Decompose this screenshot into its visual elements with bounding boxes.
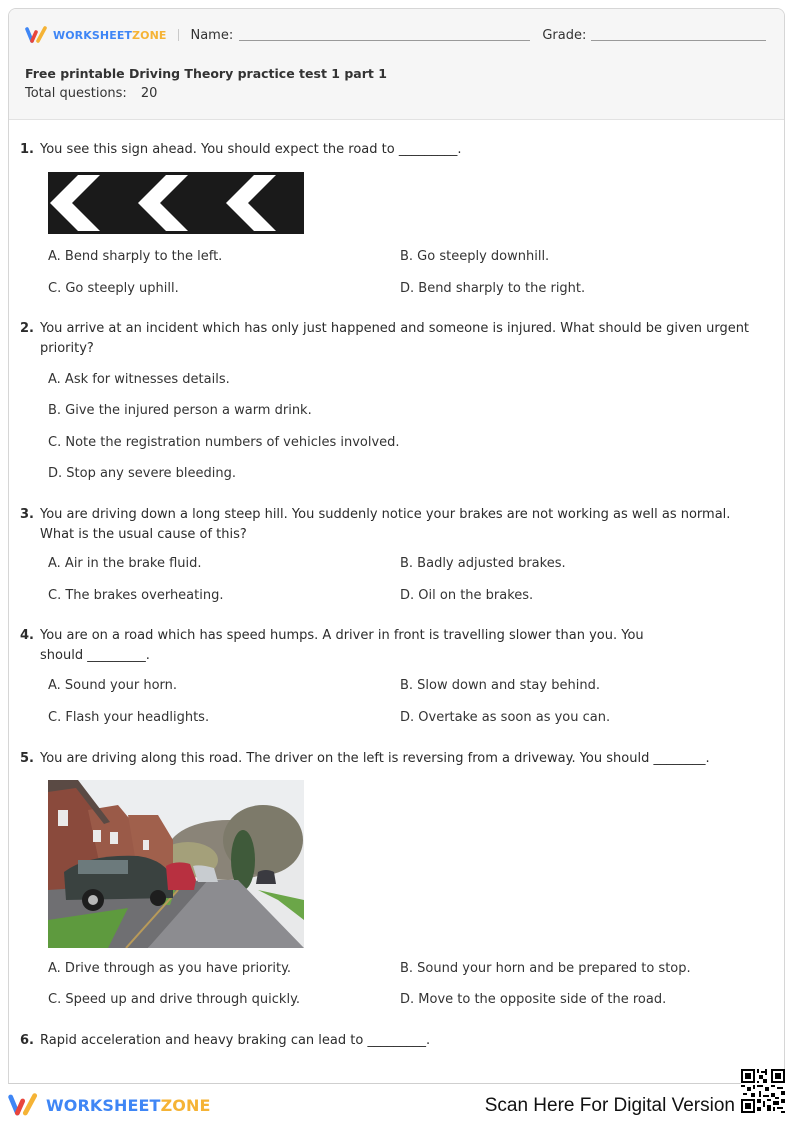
header-divider <box>178 29 179 41</box>
option-d[interactable]: D. Bend sharply to the right. <box>400 281 586 296</box>
question-4 <box>20 626 760 666</box>
option-d[interactable]: D. Oil on the brakes. <box>400 588 534 603</box>
option-b[interactable]: B. Slow down and stay behind. <box>400 678 600 693</box>
question-text: You see this sign ahead. You should expect the road to _________. <box>40 142 462 157</box>
question-2 <box>20 319 760 359</box>
option-b[interactable]: B. Give the injured person a warm drink. <box>48 403 312 418</box>
question-text: You arrive at an incident which has only just happened and someone is injured. What should be given urgent priority? <box>40 321 750 356</box>
scan-text: Scan Here For Digital Version <box>484 1095 735 1116</box>
question-text: Rapid acceleration and heavy braking can lead to _________. <box>40 1033 431 1048</box>
option-a[interactable]: A. Air in the brake fluid. <box>48 556 202 571</box>
total-questions-label: Total questions: <box>25 86 127 101</box>
option-d[interactable]: D. Overtake as soon as you can. <box>400 710 611 725</box>
question-1 <box>20 140 760 160</box>
question-number: 3. <box>20 507 34 522</box>
worksheetzone-logo[interactable] <box>25 26 167 44</box>
worksheet-title: Free printable Driving Theory practice test 1 part 1 <box>25 66 387 81</box>
name-label: Name: <box>190 27 234 43</box>
question-number: 6. <box>20 1033 34 1048</box>
footer-logo-text: WORKSHEETZONE <box>46 1095 211 1115</box>
option-b[interactable]: B. Badly adjusted brakes. <box>400 556 566 571</box>
total-questions <box>25 86 157 101</box>
street-photo <box>48 780 304 948</box>
option-c[interactable]: C. Note the registration numbers of vehicles involved. <box>48 435 400 450</box>
name-field[interactable] <box>239 40 530 41</box>
option-b[interactable]: B. Sound your horn and be prepared to stop. <box>400 961 691 976</box>
logo-mark-icon <box>25 26 49 44</box>
question-number: 5. <box>20 751 34 766</box>
chevron-sign-image <box>48 172 304 234</box>
option-b[interactable]: B. Go steeply downhill. <box>400 249 550 264</box>
footer-logo[interactable] <box>8 1093 211 1117</box>
option-a[interactable]: A. Drive through as you have priority. <box>48 961 292 976</box>
logo-text: WORKSHEETZONE <box>53 28 167 42</box>
total-questions-value: 20 <box>140 86 158 101</box>
question-number: 1. <box>20 142 34 157</box>
question-3 <box>20 505 760 545</box>
logo-mark-icon <box>8 1093 40 1117</box>
qr-code-icon[interactable] <box>741 1069 785 1113</box>
option-a[interactable]: A. Ask for witnesses details. <box>48 372 230 387</box>
grade-field[interactable] <box>591 40 766 41</box>
option-d[interactable]: D. Move to the opposite side of the road. <box>400 992 667 1007</box>
question-5 <box>20 749 760 769</box>
question-number: 2. <box>20 321 34 336</box>
page-footer <box>0 1088 793 1122</box>
question-text: You are driving down a long steep hill. You suddenly notice your brakes are not working as well as normal. What is the usual cause of this? <box>40 507 731 542</box>
option-d[interactable]: D. Stop any severe bleeding. <box>48 466 236 481</box>
option-c[interactable]: C. Speed up and drive through quickly. <box>48 992 301 1007</box>
option-a[interactable]: A. Bend sharply to the left. <box>48 249 223 264</box>
question-number: 4. <box>20 628 34 643</box>
grade-label: Grade: <box>542 27 587 43</box>
question-6 <box>20 1031 760 1051</box>
option-c[interactable]: C. Flash your headlights. <box>48 710 210 725</box>
option-c[interactable]: C. The brakes overheating. <box>48 588 224 603</box>
option-c[interactable]: C. Go steeply uphill. <box>48 281 179 296</box>
question-text: You are on a road which has speed humps. A driver in front is travelling slower than you. You should _________. <box>40 628 644 663</box>
option-a[interactable]: A. Sound your horn. <box>48 678 178 693</box>
question-text: You are driving along this road. The driver on the left is reversing from a driveway. You should ________. <box>40 751 710 766</box>
worksheet-header <box>9 9 784 120</box>
